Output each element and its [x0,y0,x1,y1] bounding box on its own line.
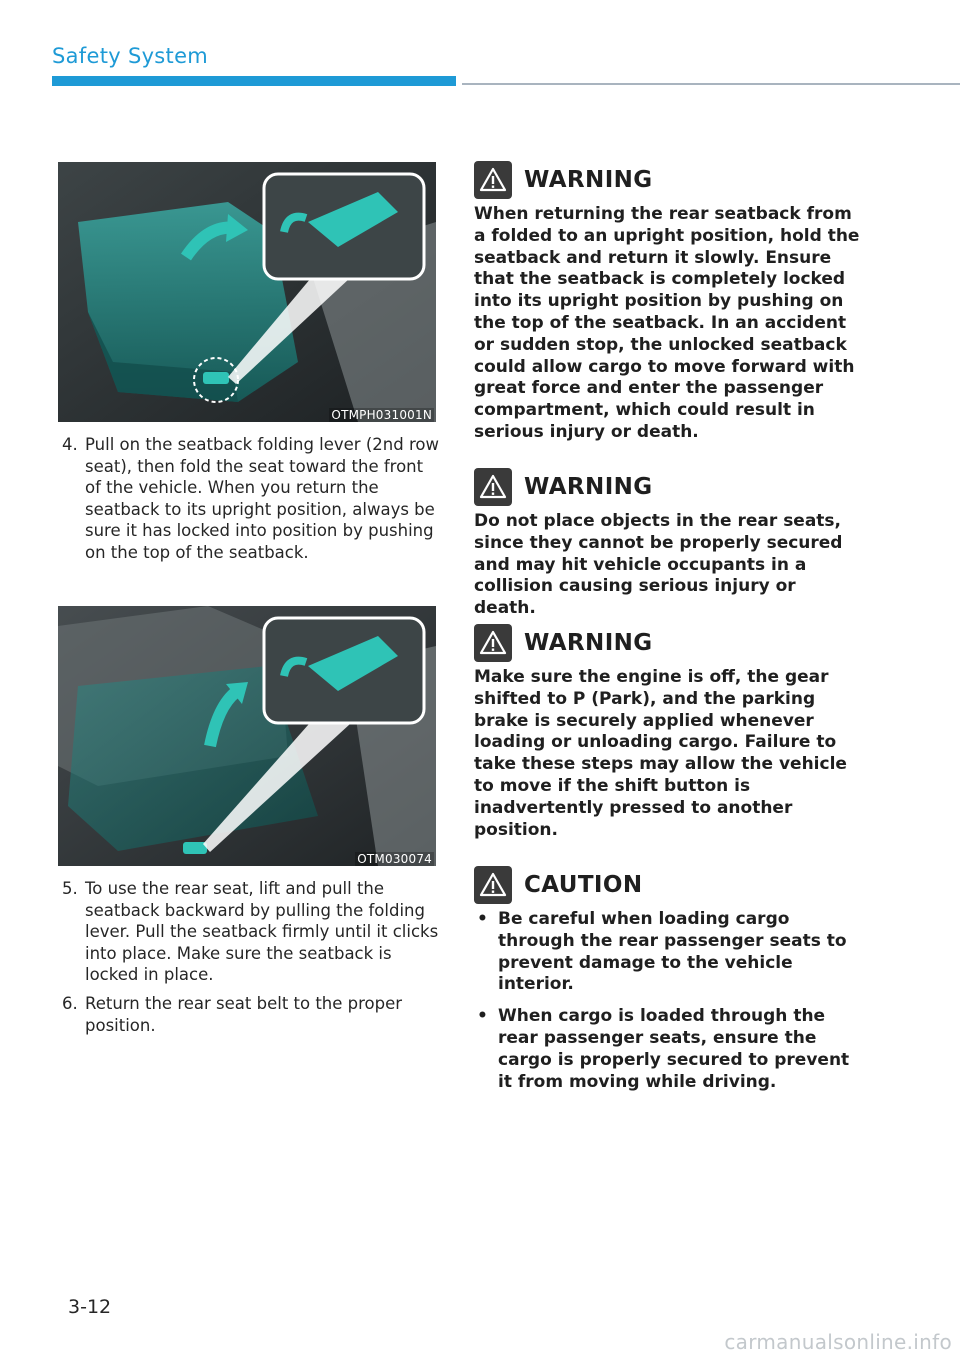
callout-title: WARNING [524,167,653,193]
header-accent-rule [52,76,456,86]
section-title: Safety System [52,44,209,68]
step-number: 6. [62,994,78,1013]
callout-body: Do not place objects in the rear seats, since they cannot be properly secured and may hit vehicle occupants in a collision causing serious injury or death. [474,511,843,619]
callout-title: WARNING [524,474,653,500]
step-item [62,993,442,1036]
bullet-text: Be careful when loading cargo through the rear passenger seats to prevent damage to the vehicle interior. [498,909,847,995]
step-item [62,878,442,986]
callout-body: When returning the rear seatback from a folded to an upright position, hold the seatback and return it slowly. Ensure that the seatback is completely locked into its upright position by pushing on the top of the seatback. In an accident or sudden stop, the unlocked seatback could allow cargo to move forward with great force and enter the passenger compartment, which could result in serious injury or death. [474,204,860,442]
step-text: Pull on the seatback folding lever (2nd row seat), then fold the seat toward the front of the vehicle. When you return the seatback to its upright position, always be sure it has locked into position by pushing on the top of the seatback. [85,435,439,562]
figure-code: OTM030074 [357,852,432,866]
step-number: 5. [62,879,78,898]
bullet-text: When cargo is loaded through the rear passenger seats, ensure the cargo is properly secured to prevent it from moving while driving. [498,1006,850,1092]
callout-header [474,161,860,199]
callout-header [474,468,860,506]
seat-illustration-upright [58,606,436,866]
warning-callout [474,468,860,620]
callout-title: CAUTION [524,872,643,898]
header-divider-rule [462,83,960,85]
bullet-dot: • [477,909,488,929]
watermark: carmanualsonline.info [724,1330,952,1354]
caution-callout [474,866,860,1103]
callout-title: WARNING [524,630,653,656]
step-text: To use the rear seat, lift and pull the seatback backward by pulling the folding lever. Pull the seatback firmly until it clicks into place. Make sure the seatback is locked in place. [85,879,439,984]
callout-body [474,909,860,1093]
step-number: 4. [62,435,78,454]
step-text: Return the rear seat belt to the proper position. [85,994,403,1035]
figure-code: OTMPH031001N [331,408,432,422]
step-item [62,434,442,563]
callout-header [474,866,860,904]
figure-seatback-upright [58,606,436,866]
caution-bullet [474,1006,860,1093]
bullet-dot: • [477,1006,488,1027]
warning-triangle-icon [474,468,512,506]
caution-bullet [474,909,860,996]
warning-triangle-icon [474,866,512,904]
callout-header [474,624,860,662]
warning-callout [474,624,860,841]
warning-callout [474,161,860,444]
warning-triangle-icon [474,161,512,199]
page-number: 3-12 [68,1296,112,1318]
warning-triangle-icon [474,624,512,662]
figure-seatback-folded [58,162,436,422]
seat-illustration-folded [58,162,436,422]
callout-body: Make sure the engine is off, the gear shifted to P (Park), and the parking brake is securely applied whenever loading or unloading cargo. Failure to take these steps may allow the vehicle to move if the shift button is inadvertently pressed to another position. [474,667,847,840]
